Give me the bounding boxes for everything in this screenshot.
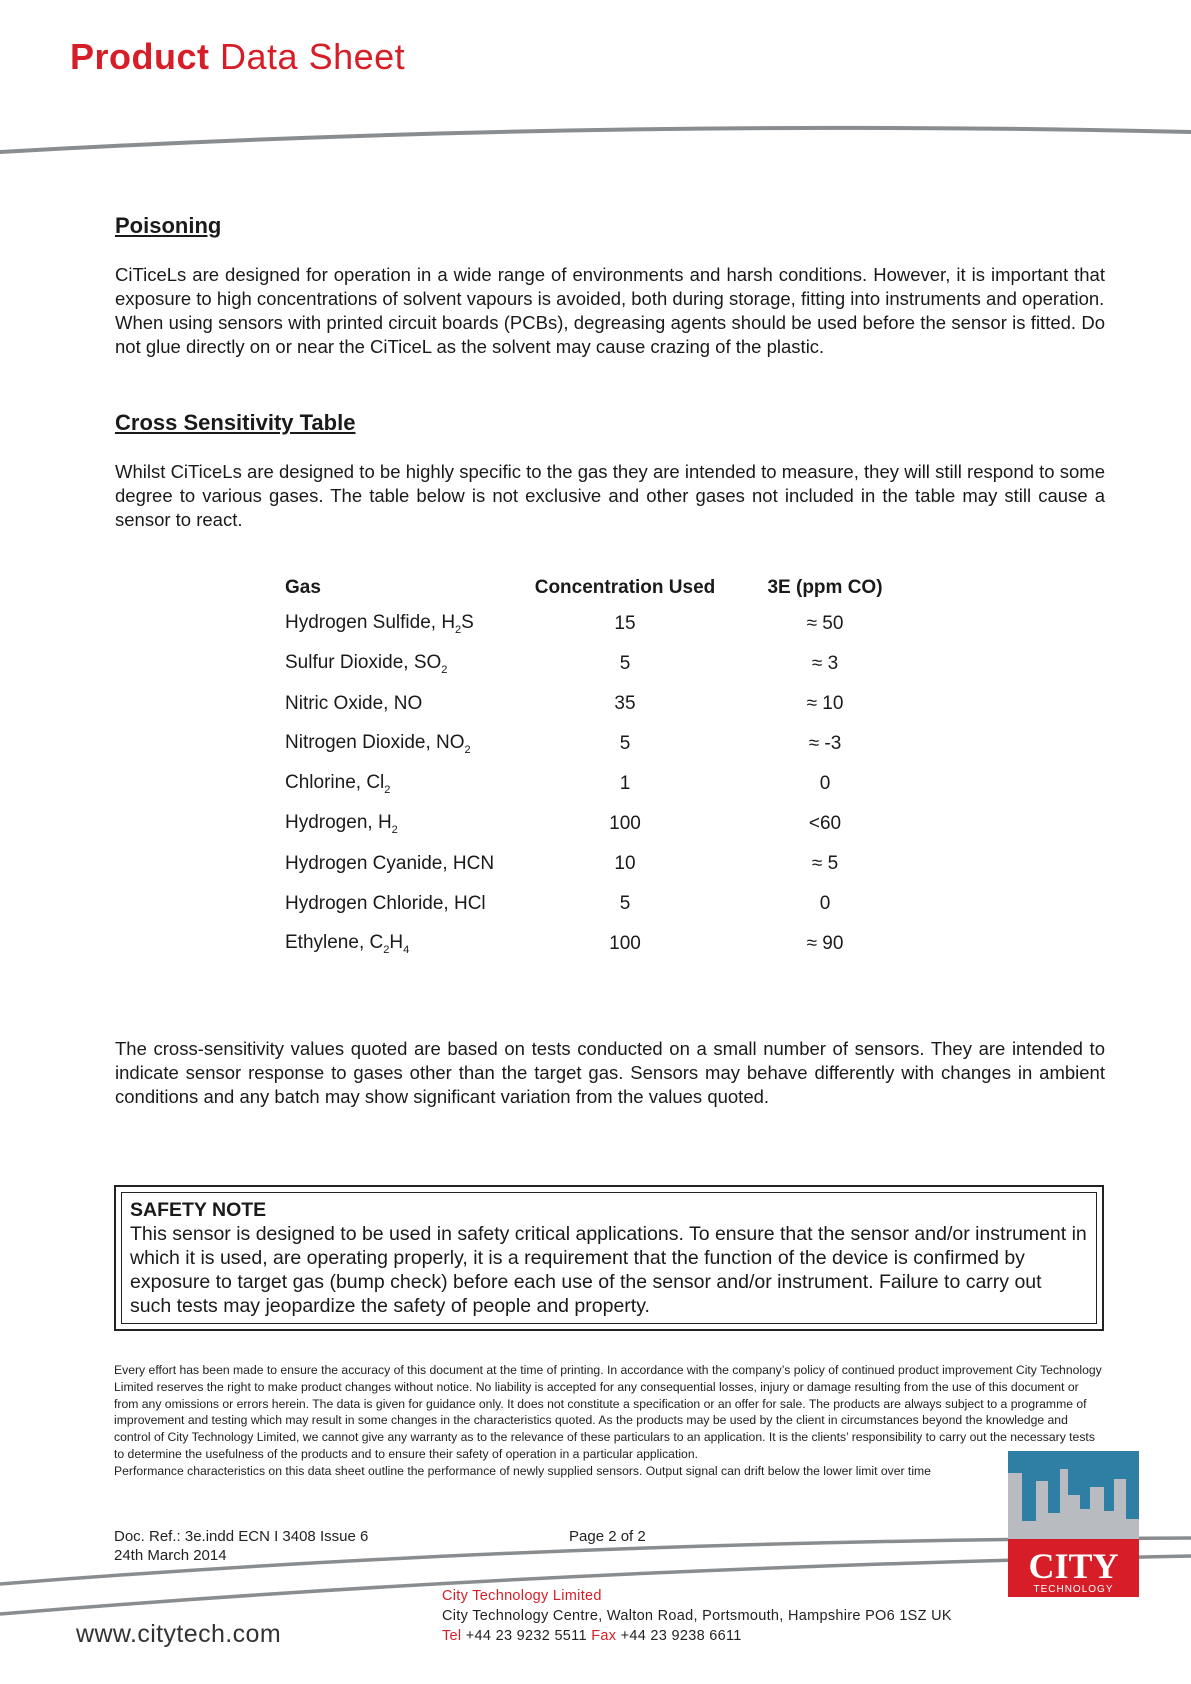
table-row [285, 924, 925, 964]
company-address: City Technology Centre, Walton Road, Portsmouth, Hampshire PO6 1SZ UK [442, 1608, 952, 1624]
disclaimer-para-2: Performance characteristics on this data sheet outline the performance of newly supplied sensors. Output signal can drift below the lower limit over time [114, 1463, 931, 1478]
header-concentration: Concentration Used [534, 577, 716, 598]
gas-name: Ethylene, C [285, 932, 384, 953]
concentration-cell: 10 [614, 853, 636, 874]
contact-block [442, 1586, 952, 1646]
concentration-cell: 35 [614, 693, 636, 714]
table-row [285, 764, 925, 804]
gas-name-cell [285, 924, 525, 964]
gas-name: Hydrogen Sulfide, H [285, 612, 456, 633]
gas-name-cell [285, 604, 525, 644]
poisoning-para-2: When using sensors with printed circuit boards (PCBs), degreasing agents should be used before the sensor is fitted. Do not glue directly on or near the CiTiceL as the solvent may cause crazing of the plastic. [115, 312, 1105, 357]
disclaimer-para-1: Every effort has been made to ensure the accuracy of this document at the time of printing. In accordance with the company’s policy of continued product improvement City Technology Limited reserves the right to make product changes without notice. No liability is accepted for any consequential losses, injury or damage resulting from the use of this document or from any omissions or errors herein. The data is given for guidance only. It does not constitute a specification or an offer for sale. The products are always subject to a programme of improvement and testing which may result in some changes in the characteristics quoted. As the products may be used by the client in circumstances beyond the knowledge and control of City Technology Limited, we cannot give any warranty as to the relevance of these particulars to an application. It is the clients’ responsibility to carry out the necessary tests to determine the usefulness of the products and to ensure their safety of operation in a particular application. [114, 1363, 1102, 1461]
phone-fax-line [442, 1626, 952, 1646]
concentration-cell: 100 [609, 813, 641, 834]
header-gas: Gas [285, 577, 321, 598]
cross-sensitivity-note [115, 1037, 1105, 1109]
response-cell: ≈ 10 [806, 693, 844, 714]
header-swoosh [0, 120, 1191, 160]
gas-name: Chlorine, Cl [285, 772, 385, 793]
formula-part: H [389, 932, 404, 953]
gas-name: Nitrogen Dioxide, NO [285, 732, 465, 753]
page-number: Page 2 of 2 [569, 1528, 646, 1545]
safety-note-inner [121, 1192, 1097, 1324]
formula-subscript: 2 [455, 624, 462, 636]
table-row [285, 884, 925, 924]
city-technology-logo [1008, 1451, 1139, 1597]
gas-name: Hydrogen Cyanide, HCN [285, 853, 495, 874]
formula-subscript: 2 [384, 784, 391, 796]
gas-name-cell [285, 764, 525, 804]
logo-subtitle: TECHNOLOGY [1033, 1584, 1114, 1595]
response-cell: ≈ 5 [811, 853, 839, 874]
logo-word: CITY [1028, 1546, 1119, 1586]
cross-intro-text: Whilst CiTiceLs are designed to be highly specific to the gas they are intended to measure, they will still respond to some degree to various gases. The table below is not exclusive and other gases not included in the table may still cause a sensor to react. [115, 461, 1105, 530]
tel-number: +44 23 9232 5511 [465, 1628, 587, 1644]
gas-name-cell [285, 884, 525, 924]
concentration-cell: 100 [609, 933, 641, 954]
gas-name: Hydrogen, H [285, 812, 392, 833]
formula-subscript: 2 [391, 824, 398, 836]
gas-name: Nitric Oxide, NO [285, 693, 423, 714]
formula-subscript: 2 [441, 664, 448, 676]
concentration-cell: 5 [619, 893, 631, 914]
title-rest: Data Sheet [220, 36, 406, 77]
concentration-cell: 5 [619, 733, 631, 754]
gas-name-cell [285, 844, 525, 884]
safety-note-text: This sensor is designed to be used in safety critical applications. To ensure that the sensor and/or instrument in which it is used, are operating properly, it is a requirement that the function of the device is confirmed by exposure to target gas (bump check) before each use of the sensor and/or instrument. Failure to carry out such tests may jeopardize the safety of people and property. [130, 1223, 1087, 1317]
table-row [285, 844, 925, 884]
response-cell: 0 [819, 893, 831, 914]
concentration-cell: 1 [619, 773, 631, 794]
poisoning-para-1: CiTiceLs are designed for operation in a wide range of environments and harsh conditions. However, it is important that exposure to high concentrations of solvent vapours is avoided, both during storage, fitting into instruments and operation. [115, 264, 1105, 309]
header-response: 3E (ppm CO) [767, 577, 883, 598]
gas-name-cell [285, 724, 525, 764]
table-body [285, 604, 925, 964]
poisoning-text [115, 263, 1105, 359]
table-row [285, 604, 925, 644]
title-bold: Product [70, 36, 210, 77]
page-title [70, 36, 405, 78]
cross-sensitivity-intro [115, 460, 1105, 532]
response-cell: ≈ 3 [811, 653, 839, 674]
poisoning-heading: Poisoning [115, 213, 222, 238]
gas-name-cell [285, 644, 525, 684]
response-cell: ≈ -3 [808, 733, 842, 754]
formula-part: S [461, 612, 474, 633]
formula-subscript: 2 [383, 944, 390, 956]
formula-subscript: 4 [403, 944, 410, 956]
safety-note-title: SAFETY NOTE [130, 1199, 267, 1221]
response-cell: ≈ 50 [806, 613, 844, 634]
disclaimer [114, 1362, 1106, 1480]
website-link[interactable]: www.citytech.com [76, 1620, 282, 1648]
safety-note-box [114, 1185, 1104, 1331]
gas-name: Hydrogen Chloride, HCl [285, 893, 486, 914]
concentration-cell: 5 [619, 653, 631, 674]
gas-name-cell [285, 684, 525, 724]
table-header-row [285, 572, 925, 604]
response-cell: 0 [819, 773, 831, 794]
gas-name: Sulfur Dioxide, SO [285, 652, 442, 673]
doc-date: 24th March 2014 [114, 1547, 227, 1564]
cross-note-text: The cross-sensitivity values quoted are based on tests conducted on a small number of sensors. They are intended to indicate sensor response to gases other than the target gas. Sensors may behave differently with changes in ambient conditions and any batch may show significant variation from the values quoted. [115, 1038, 1105, 1107]
cross-sensitivity-table [285, 572, 925, 964]
table-row [285, 804, 925, 844]
table-row [285, 684, 925, 724]
cross-sensitivity-heading: Cross Sensitivity Table [115, 410, 356, 435]
company-name: City Technology Limited [442, 1588, 602, 1604]
fax-label: Fax [591, 1628, 617, 1644]
gas-name-cell [285, 804, 525, 844]
table-row [285, 724, 925, 764]
doc-ref: Doc. Ref.: 3e.indd ECN I 3408 Issue 6 [114, 1528, 369, 1545]
fax-number: +44 23 9238 6611 [620, 1628, 742, 1644]
response-cell: <60 [808, 813, 842, 834]
tel-label: Tel [442, 1628, 462, 1644]
concentration-cell: 15 [614, 613, 636, 634]
response-cell: ≈ 90 [806, 933, 844, 954]
formula-subscript: 2 [464, 744, 471, 756]
table-row [285, 644, 925, 684]
